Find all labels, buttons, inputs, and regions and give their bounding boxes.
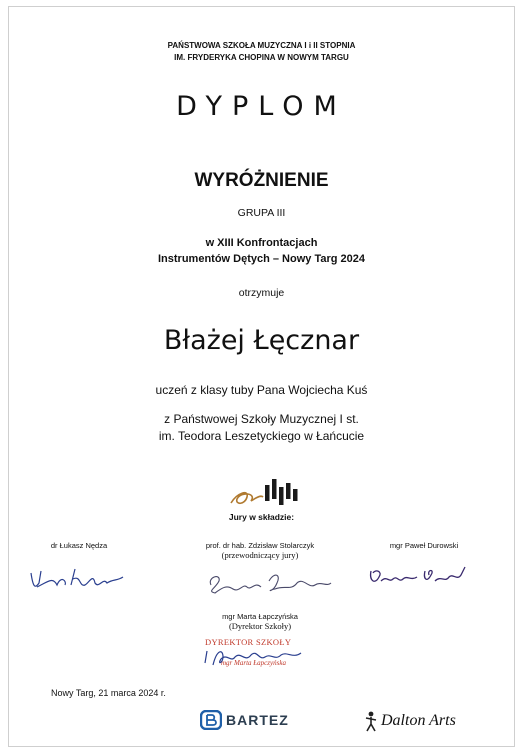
director-role: (Dyrektor Szkoły) bbox=[228, 621, 292, 631]
receives-label: otrzymuje bbox=[238, 287, 285, 299]
competition-name bbox=[9, 235, 514, 267]
signature-4 bbox=[201, 643, 311, 669]
recipient-name: Błażej Łęcznar bbox=[163, 325, 360, 356]
diploma-page bbox=[8, 6, 515, 747]
jury-member-2-role: (przewodniczący jury) bbox=[221, 550, 299, 560]
jury-heading: Jury w składzie: bbox=[228, 512, 295, 522]
jury-member-1 bbox=[29, 541, 129, 550]
dalton-figure-icon bbox=[364, 710, 378, 732]
group-label: GRUPA III bbox=[237, 207, 286, 219]
dalton-arts-text: Dalton Arts bbox=[381, 712, 456, 729]
signature-1 bbox=[27, 563, 127, 593]
signature-2 bbox=[205, 567, 335, 601]
dalton-arts-logo bbox=[364, 710, 456, 732]
jury-member-1-name: dr Łukasz Nędza bbox=[50, 541, 108, 550]
stamp-line-2: mgr Marta Łapczyńska bbox=[221, 659, 286, 667]
jury-member-3 bbox=[369, 541, 479, 550]
festival-logo bbox=[227, 475, 303, 511]
bartez-logo-text: BARTEZ bbox=[226, 712, 289, 728]
award-title: WYRÓŻNIENIE bbox=[194, 170, 329, 191]
diploma-title: DYPLOM bbox=[176, 91, 347, 122]
school-from-line-2: im. Teodora Leszetyckiego w Łańcucie bbox=[158, 429, 365, 443]
jury-member-3-name: mgr Paweł Durowski bbox=[389, 541, 459, 550]
director-name: mgr Marta Łapczyńska bbox=[222, 612, 298, 621]
jury-member-2-name: prof. dr hab. Zdzisław Stolarczyk bbox=[205, 541, 315, 550]
student-line: uczeń z klasy tuby Pana Wojciecha Kuś bbox=[155, 383, 368, 397]
bartez-logo-icon bbox=[200, 710, 222, 730]
school-line-1: PAŃSTWOWA SZKOŁA MUZYCZNA I i II STOPNIA bbox=[167, 41, 356, 50]
school-line-2: IM. FRYDERYKA CHOPINA W NOWYM TARGU bbox=[174, 53, 349, 62]
competition-line-2: Instrumentów Dętych – Nowy Targ 2024 bbox=[157, 253, 366, 265]
place-date: Nowy Targ, 21 marca 2024 r. bbox=[51, 688, 166, 698]
jury-member-2 bbox=[175, 541, 345, 560]
school-from-line-1: z Państwowej Szkoły Muzycznej I st. bbox=[164, 412, 359, 426]
school-name bbox=[9, 40, 514, 64]
school-from bbox=[9, 411, 514, 445]
competition-line-1: w XIII Konfrontacjach bbox=[205, 237, 318, 249]
signature-3 bbox=[365, 563, 475, 591]
bartez-logo bbox=[200, 710, 289, 730]
stamp-line-1: DYREKTOR SZKOŁY bbox=[205, 637, 292, 647]
director bbox=[175, 612, 345, 631]
